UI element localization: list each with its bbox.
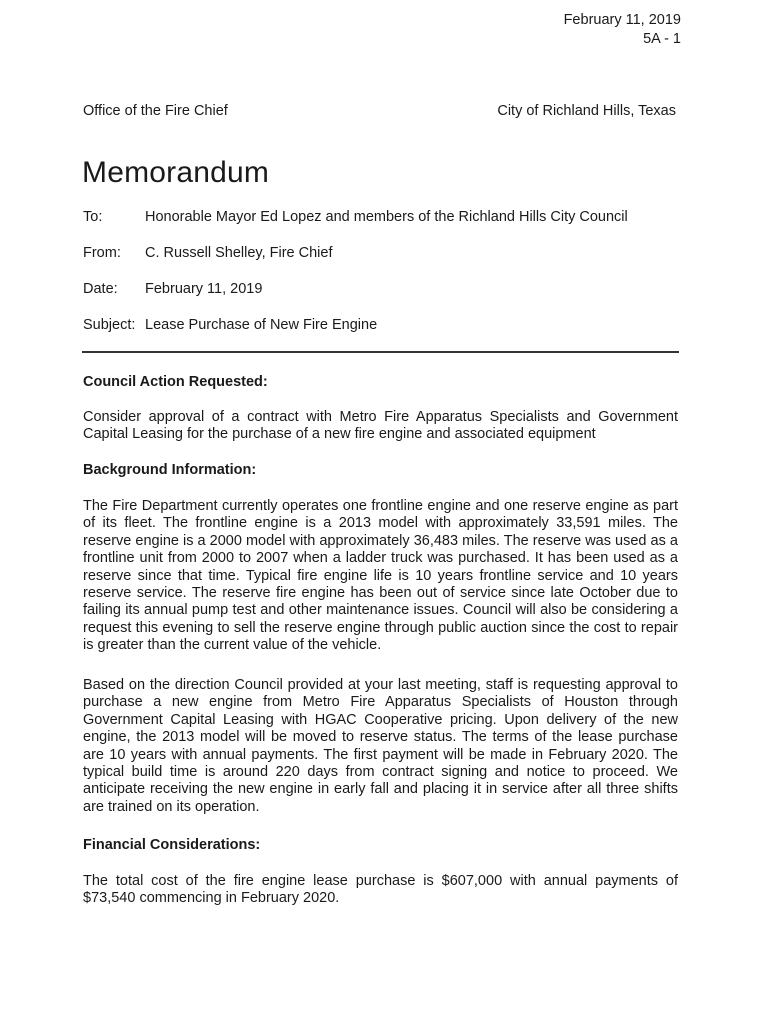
from-label: From: [83,245,121,261]
financial-heading: Financial Considerations: [83,837,261,853]
from-value: C. Russell Shelley, Fire Chief [145,245,333,261]
date-value: February 11, 2019 [145,281,263,297]
background-paragraph-2: Based on the direction Council provided at your last meeting, staff is requesting approval to purchase a new engine from Metro Fire Apparatus Specialists of Houston through Government Capital Leasing with HGAC Cooperative pricing. Upon delivery of the new engine, the 2013 model will be moved to reserve status. The terms of the lease purchase are 10 years with annual payments. The first payment will be made in February 2020. The typical build time is around 220 days from contract signing and notice to proceed. We anticipate receiving the new engine in early fall and placing it in service after all three shifts are trained on its operation. [83,677,678,815]
city-name: City of Richland Hills, Texas [497,103,676,119]
office-row [83,103,676,119]
subject-value: Lease Purchase of New Fire Engine [145,317,378,333]
header-divider [82,351,679,353]
financial-text: The total cost of the fire engine lease purchase is $607,000 with annual payments of $73,540 commencing in February 2020. [83,873,678,907]
to-field [83,209,628,225]
council-heading: Council Action Requested: [83,374,268,390]
to-value: Honorable Mayor Ed Lopez and members of the Richland Hills City Council [145,209,628,225]
from-field [83,245,333,261]
office-name: Office of the Fire Chief [83,103,228,119]
subject-field [83,317,377,333]
date-field [83,281,262,297]
memo-title: Memorandum [82,156,270,189]
date-label: Date: [83,281,118,297]
background-paragraph-1: The Fire Department currently operates one frontline engine and one reserve engine as part of its fleet. The frontline engine is a 2013 model with approximately 33,591 miles. The reserve engine is a 2000 model with approximately 36,483 miles. The reserve was used as a frontline unit from 2000 to 2007 when a ladder truck was purchased. It has been used as a reserve since that time. Typical fire engine life is 10 years frontline service and 10 years reserve service. The reserve fire engine has been out of service since late October due to failing its annual pump test and other maintenance issues. Council will also be considering a request this evening to sell the reserve engine through public auction since the cost to repair is greater than the current value of the vehicle. [83,498,678,654]
background-heading: Background Information: [83,462,257,478]
header-page-ref: 5A - 1 [643,31,681,47]
header-date: February 11, 2019 [563,12,681,28]
council-text: Consider approval of a contract with Metro Fire Apparatus Specialists and Government Capital Leasing for the purchase of a new fire engine and associated equipment [83,409,678,443]
page-header-ref [564,11,681,49]
subject-label: Subject: [83,317,136,333]
to-label: To: [83,209,103,225]
